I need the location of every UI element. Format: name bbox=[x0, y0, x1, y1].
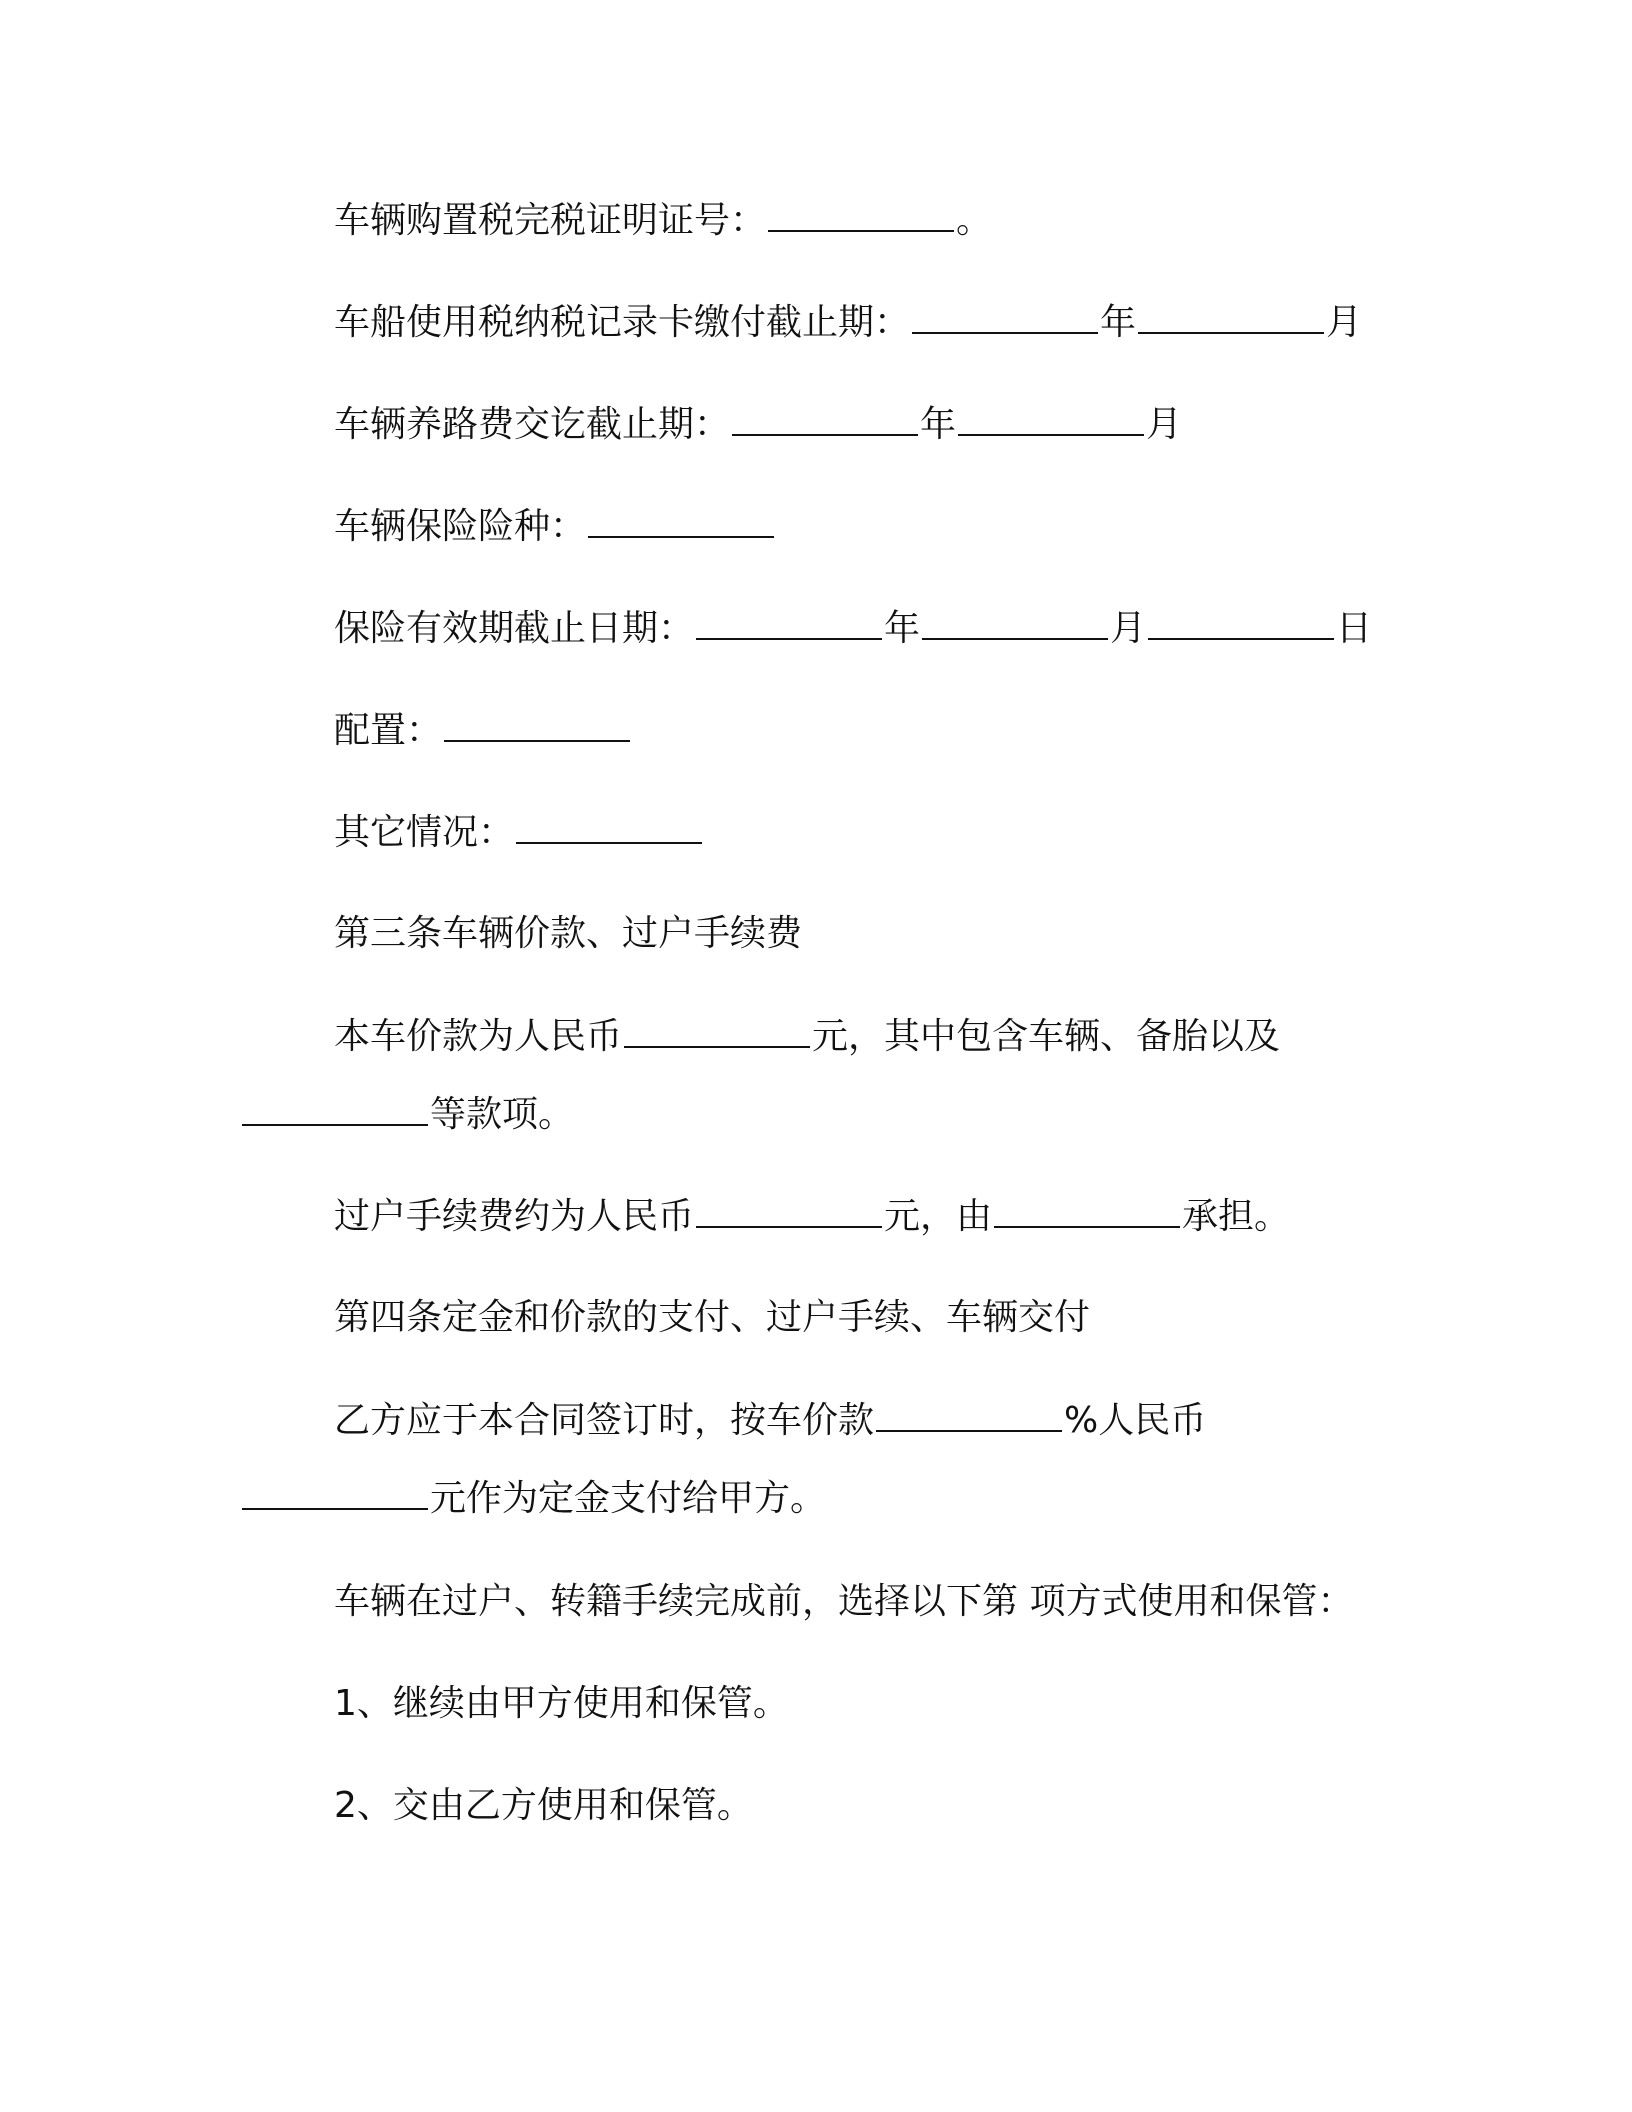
fill-blank bbox=[732, 402, 918, 436]
fill-blank bbox=[994, 1194, 1180, 1228]
text-segment: 车辆在过户、转籍手续完成前，选择以下第 项方式使用和保管： bbox=[334, 1581, 1354, 1622]
article-four-heading bbox=[334, 1296, 1090, 1340]
fill-blank bbox=[516, 810, 702, 844]
text-segment: 元，其中包含车辆、备胎以及 bbox=[812, 1016, 1281, 1057]
text-segment: 。 bbox=[956, 200, 993, 241]
fill-blank bbox=[768, 198, 954, 232]
fill-blank bbox=[696, 1194, 882, 1228]
fill-blank bbox=[912, 300, 1098, 334]
fill-blank bbox=[624, 1014, 810, 1048]
insurance-expiry-line bbox=[334, 606, 1372, 651]
insurance-type-line bbox=[334, 504, 776, 549]
text-segment: 保险有效期截止日期： bbox=[334, 608, 695, 649]
custody-option-2 bbox=[334, 1784, 753, 1828]
fill-blank bbox=[1148, 606, 1334, 640]
fill-blank bbox=[696, 606, 882, 640]
text-segment: 元作为定金支付给甲方。 bbox=[430, 1478, 827, 1519]
text-segment: 过户手续费约为人民币 bbox=[334, 1196, 695, 1237]
price-line-continued bbox=[240, 1092, 574, 1137]
article-three-heading bbox=[334, 912, 802, 956]
custody-line bbox=[334, 1580, 1353, 1624]
fill-blank bbox=[242, 1476, 428, 1510]
text-segment: 元，由 bbox=[884, 1196, 993, 1237]
custody-option-1 bbox=[334, 1682, 789, 1726]
text-segment: 第四条定金和价款的支付、过户手续、车辆交付 bbox=[334, 1297, 1091, 1338]
fill-blank bbox=[444, 708, 630, 742]
other-info-line bbox=[334, 810, 704, 855]
text-segment: 2、交由乙方使用和保管。 bbox=[334, 1785, 753, 1826]
fill-blank bbox=[588, 504, 774, 538]
fill-blank bbox=[958, 402, 1144, 436]
text-segment: %人民币 bbox=[1064, 1400, 1207, 1441]
text-segment: 年 bbox=[884, 608, 921, 649]
text-segment: 第三条车辆价款、过户手续费 bbox=[334, 913, 803, 954]
text-segment: 日 bbox=[1336, 608, 1373, 649]
fill-blank bbox=[922, 606, 1108, 640]
text-segment: 月 bbox=[1326, 302, 1363, 343]
tax-certificate-line bbox=[334, 198, 992, 243]
text-segment: 本车价款为人民币 bbox=[334, 1016, 623, 1057]
transfer-fee-line bbox=[334, 1194, 1290, 1239]
fill-blank bbox=[876, 1398, 1062, 1432]
price-line bbox=[334, 1014, 1280, 1059]
vessel-tax-line bbox=[334, 300, 1362, 345]
text-segment: 年 bbox=[1100, 302, 1137, 343]
text-segment: 等款项。 bbox=[430, 1094, 575, 1135]
text-segment: 承担。 bbox=[1182, 1196, 1291, 1237]
fill-blank bbox=[1138, 300, 1324, 334]
text-segment: 月 bbox=[1146, 404, 1183, 445]
deposit-line-continued bbox=[240, 1476, 826, 1521]
text-segment: 车船使用税纳税记录卡缴付截止期： bbox=[334, 302, 911, 343]
text-segment: 乙方应于本合同签订时，按车价款 bbox=[334, 1400, 875, 1441]
configuration-line bbox=[334, 708, 632, 753]
text-segment: 配置： bbox=[334, 710, 443, 751]
road-fee-line bbox=[334, 402, 1182, 447]
text-segment: 年 bbox=[920, 404, 957, 445]
text-segment: 车辆购置税完税证明证号： bbox=[334, 200, 767, 241]
text-segment: 车辆养路费交讫截止期： bbox=[334, 404, 731, 445]
text-segment: 车辆保险险种： bbox=[334, 506, 587, 547]
text-segment: 其它情况： bbox=[334, 812, 515, 853]
text-segment: 1、继续由甲方使用和保管。 bbox=[334, 1683, 789, 1724]
deposit-line bbox=[334, 1398, 1206, 1443]
fill-blank bbox=[242, 1092, 428, 1126]
text-segment: 月 bbox=[1110, 608, 1147, 649]
